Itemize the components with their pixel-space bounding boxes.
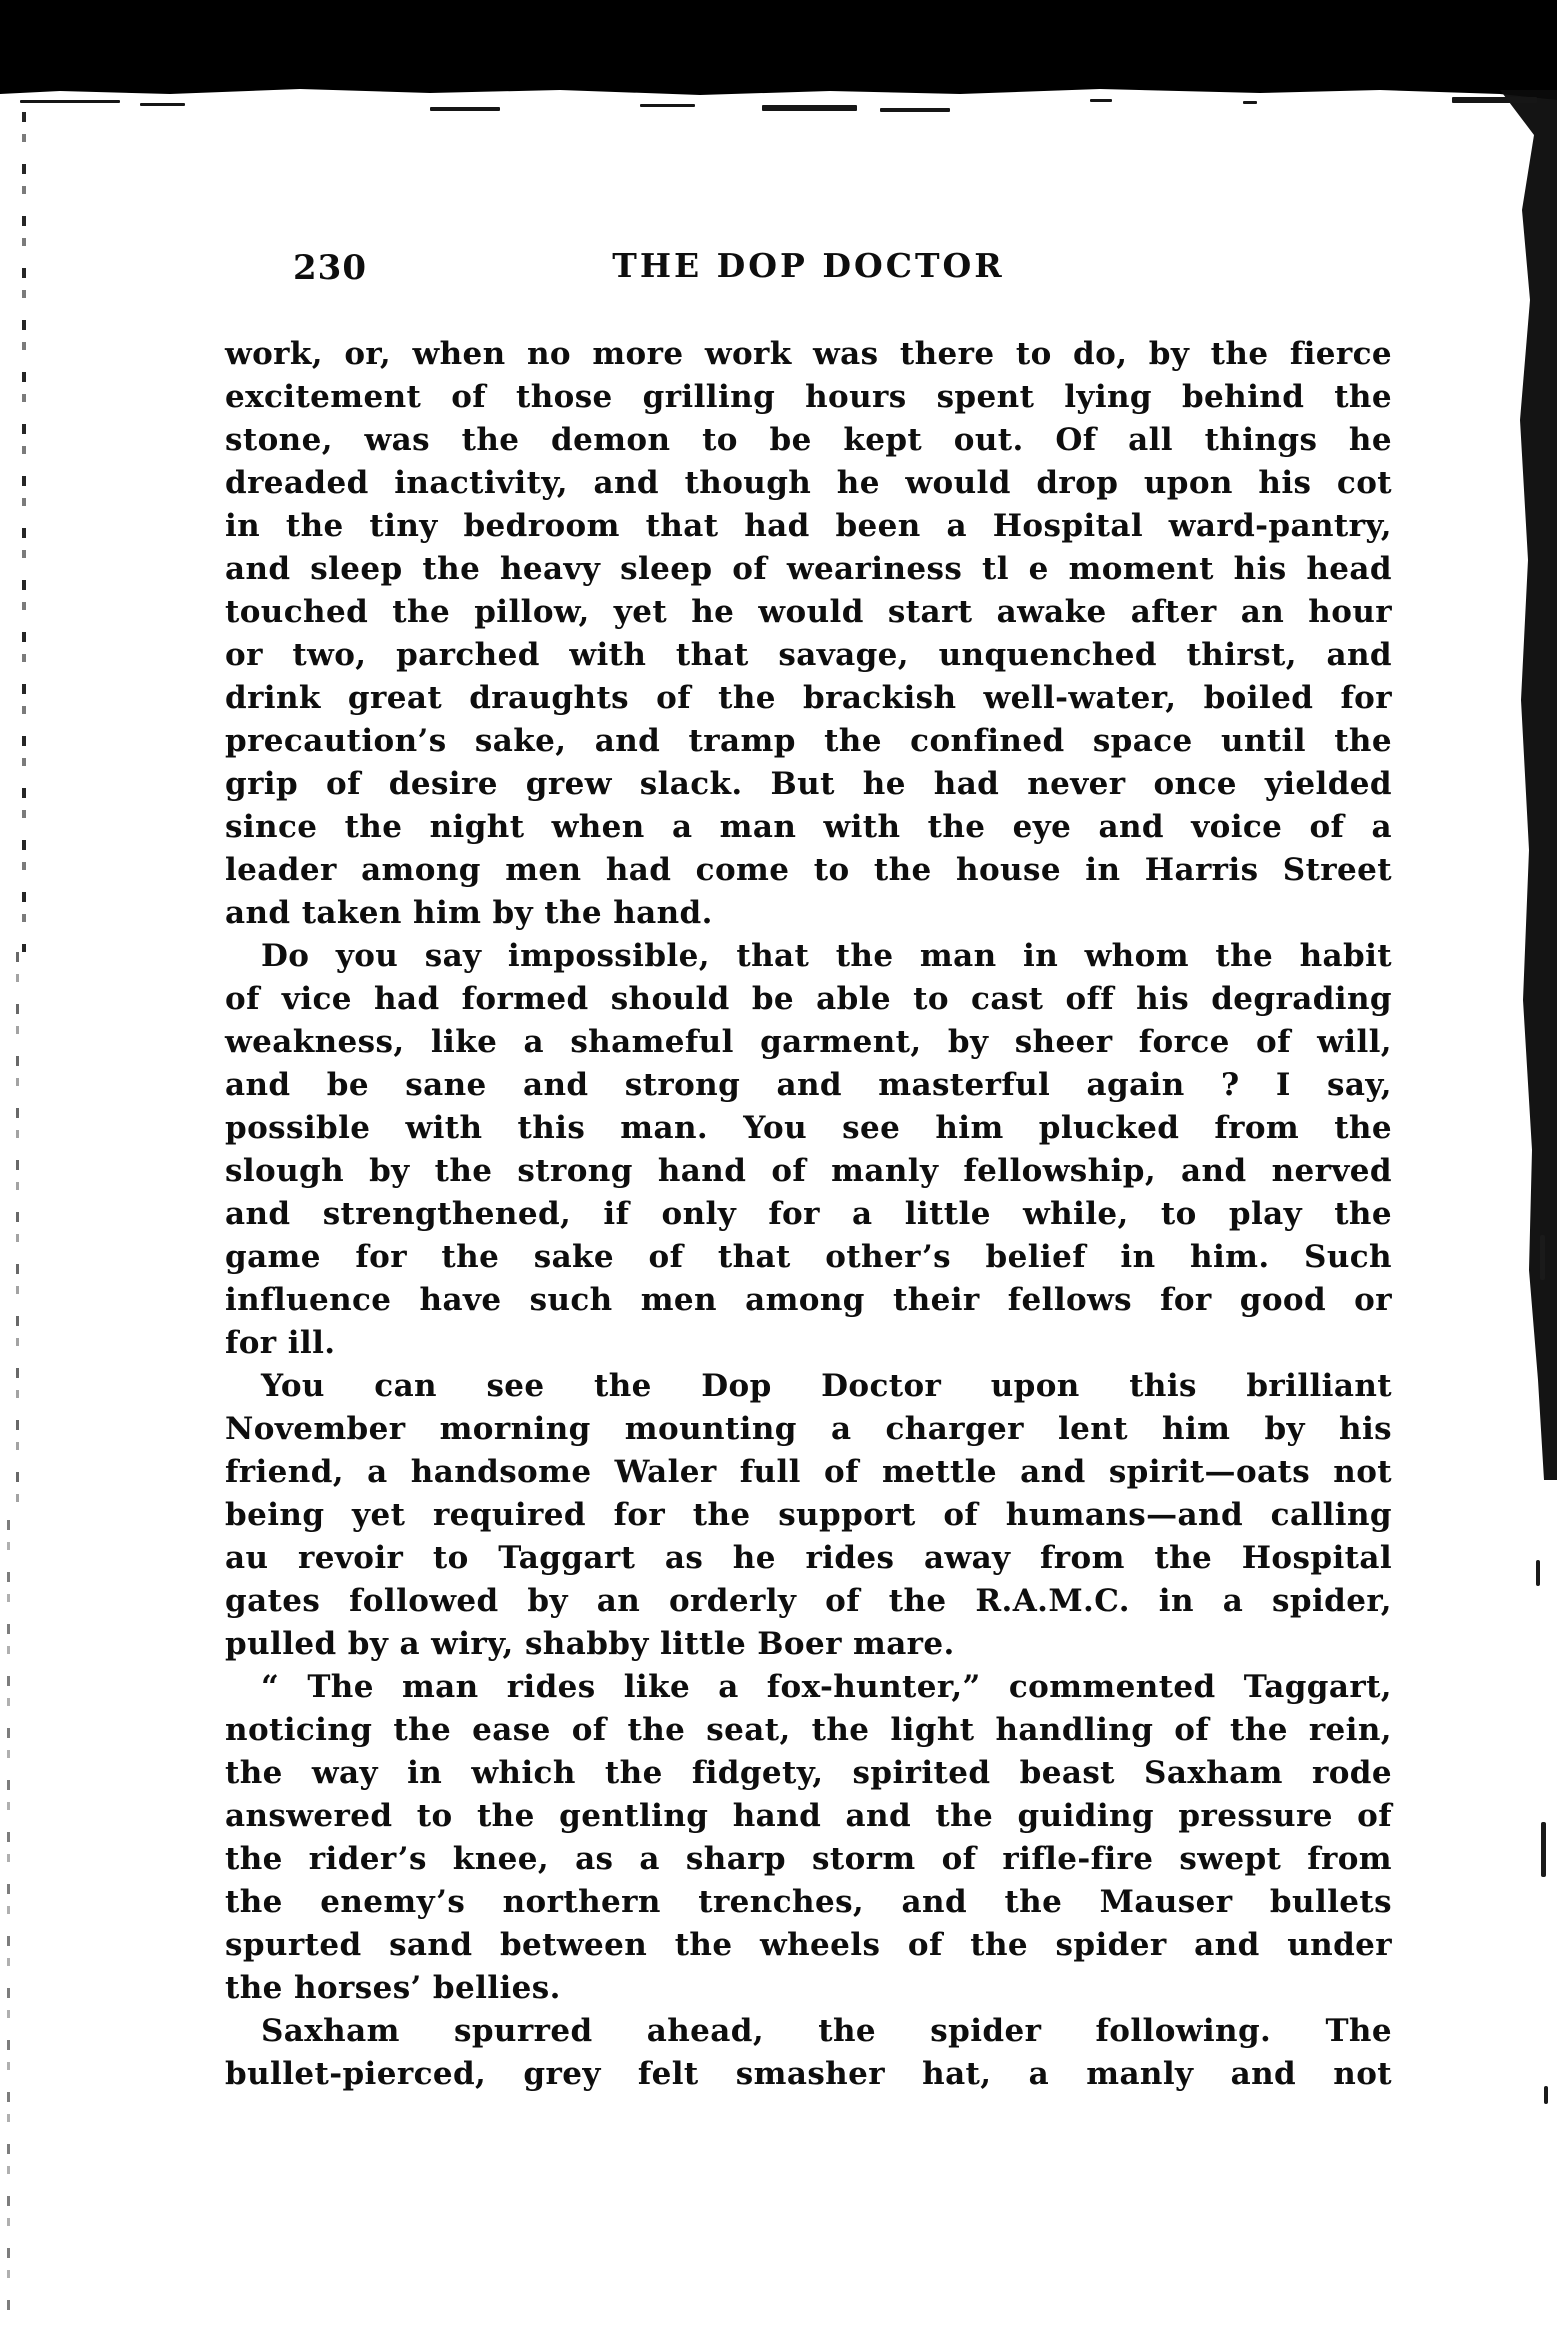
text-line: Do you say impossible, that the man in whom the habit [261, 938, 1392, 974]
text-line: being yet required for the support of humans—and calling [225, 1497, 1392, 1533]
page-number: 230 [293, 248, 367, 288]
text-line: the horses’ bellies. [225, 1970, 561, 2006]
text-line: spurted sand between the wheels of the spider and under [225, 1927, 1392, 1963]
text-line: the way in which the fidgety, spirited beast Saxham rode [225, 1755, 1392, 1791]
scan-artifact-dash [430, 107, 500, 111]
scan-artifact-right-mark [1540, 1235, 1545, 1280]
text-line: of vice had formed should be able to cast off his degrading [225, 981, 1392, 1017]
text-line: au revoir to Taggart as he rides away from the Hospital [225, 1540, 1392, 1576]
scan-artifact-right-mark [1536, 1560, 1540, 1586]
scan-artifact-dash [20, 100, 120, 103]
text-line: game for the sake of that other’s belief in him. Such [225, 1239, 1392, 1275]
text-line: influence have such men among their fellows for good or [225, 1282, 1392, 1318]
scan-artifact-left-edge-line [22, 112, 26, 952]
text-line: precaution’s sake, and tramp the confined space until the [225, 723, 1392, 759]
text-line: pulled by a wiry, shabby little Boer mare. [225, 1626, 955, 1662]
text-line: the rider’s knee, as a sharp storm of rifle-fire swept from [225, 1841, 1392, 1877]
scan-artifact-right-streak [1494, 90, 1557, 1480]
text-line: weakness, like a shameful garment, by sheer force of will, [225, 1024, 1392, 1060]
running-header-title: THE DOP DOCTOR [612, 246, 1005, 285]
text-line: gates followed by an orderly of the R.A.M.C. in a spider, [225, 1583, 1392, 1619]
text-line: November morning mounting a charger lent him by his [225, 1411, 1392, 1447]
text-line: or two, parched with that savage, unquenched thirst, and [225, 637, 1392, 673]
text-line: touched the pillow, yet he would start awake after an hour [225, 594, 1392, 630]
scan-artifact-dash [1452, 97, 1537, 103]
text-line: You can see the Dop Doctor upon this brilliant [261, 1368, 1392, 1404]
text-line: dreaded inactivity, and though he would drop upon his cot [225, 465, 1392, 501]
scan-artifact-left-edge-line [7, 1520, 10, 2320]
scan-artifact-dash [640, 104, 695, 107]
text-line: noticing the ease of the seat, the light handling of the rein, [225, 1712, 1392, 1748]
text-line: slough by the strong hand of manly fellowship, and nerved [225, 1153, 1392, 1189]
text-line: leader among men had come to the house in Harris Street [225, 852, 1392, 888]
text-line: “ The man rides like a fox-hunter,” commented Taggart, [261, 1669, 1392, 1705]
text-line: excitement of those grilling hours spent lying behind the [225, 379, 1392, 415]
scan-artifact-right-mark [1541, 1822, 1546, 1877]
page-text [225, 333, 1392, 2096]
scan-artifact-top-band [0, 0, 1557, 100]
text-line: work, or, when no more work was there to do, by the fierce [225, 336, 1392, 372]
text-line: drink great draughts of the brackish well-water, boiled for [225, 680, 1392, 716]
scan-artifact-dash [880, 108, 950, 112]
text-line: answered to the gentling hand and the guiding pressure of [225, 1798, 1392, 1834]
text-line: friend, a handsome Waler full of mettle and spirit—oats not [225, 1454, 1392, 1490]
scan-artifact-dash [1243, 101, 1257, 104]
text-line: in the tiny bedroom that had been a Hospital ward-pantry, [225, 508, 1392, 544]
text-line: and strengthened, if only for a little while, to play the [225, 1196, 1392, 1232]
scan-artifact-dash [140, 103, 185, 106]
text-line: possible with this man. You see him plucked from the [225, 1110, 1392, 1146]
scan-artifact-dash [762, 105, 857, 111]
text-line: the enemy’s northern trenches, and the Mauser bullets [225, 1884, 1392, 1920]
text-line: grip of desire grew slack. But he had never once yielded [225, 766, 1392, 802]
text-line: and sleep the heavy sleep of weariness tl e moment his head [225, 551, 1392, 587]
text-line: since the night when a man with the eye and voice of a [225, 809, 1392, 845]
text-line: for ill. [225, 1325, 336, 1361]
text-line: and be sane and strong and masterful again ? I say, [225, 1067, 1392, 1103]
text-line: and taken him by the hand. [225, 895, 713, 931]
text-line: bullet-pierced, grey felt smasher hat, a manly and not [225, 2056, 1392, 2092]
text-line: Saxham spurred ahead, the spider following. The [261, 2013, 1392, 2049]
scan-artifact-left-edge-line [16, 952, 19, 1512]
scan-artifact-right-mark [1544, 2086, 1548, 2104]
scan-artifact-dash [1090, 99, 1112, 102]
text-line: stone, was the demon to be kept out. Of all things he [225, 422, 1392, 458]
